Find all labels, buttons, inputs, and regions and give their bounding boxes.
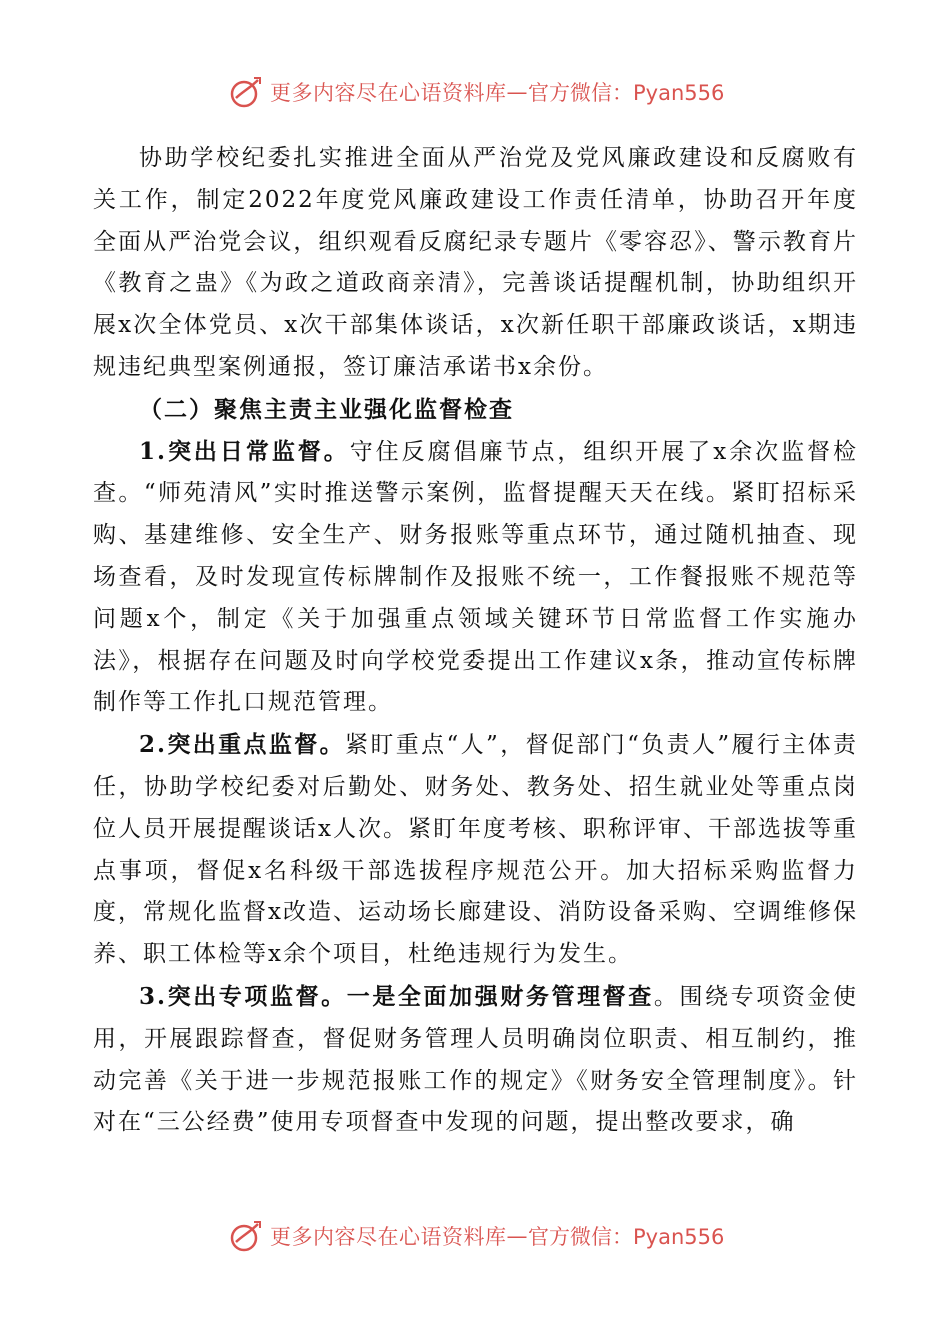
paragraph-text: 守住反腐倡廉节点，组织开展了x余次监督检查。“师苑清风”实时推送警示案例，监督提醒天天在线。紧盯招标采购、基建维修、安全生产、财务报账等重点环节，通过随机抽查、现场查看，及时发现宣传标牌制作及报账不统一，工作餐报账不规范等问题x个，制定《关于加强重点领域关键环节日常监督工作实施办法》，根据存在问题及时向学校党委提出工作建议x条，推动宣传标牌制作等工作扎口规范管理。 bbox=[93, 438, 858, 716]
paragraph bbox=[93, 976, 858, 1144]
document-body bbox=[93, 138, 858, 1144]
logo-icon bbox=[228, 1218, 264, 1254]
section-heading: （二）聚焦主责主业强化监督检查 bbox=[139, 395, 514, 423]
watermark-slogan: 更多内容尽在心语资料库 bbox=[270, 81, 507, 105]
watermark-wechat: 官方微信：Pyan556 bbox=[528, 1225, 725, 1249]
watermark-slogan: 更多内容尽在心语资料库 bbox=[270, 1225, 507, 1249]
watermark-separator: — bbox=[506, 1224, 528, 1248]
watermark-separator: — bbox=[506, 80, 528, 104]
paragraph-lead: 2.突出重点监督。 bbox=[139, 731, 346, 759]
paragraph-text: 。围绕专项资金使用，开展跟踪督查，督促财务管理人员明确岗位职责、相互制约，推动完善《关于进一步规范报账工作的规定》《财务安全管理制度》。针对在“三公经费”使用专项督查中发现的问题，提出整改要求，确 bbox=[93, 983, 859, 1136]
paragraph-text: 紧盯重点“人”，督促部门“负责人”履行主体责任，协助学校纪委对后勤处、财务处、教务处、招生就业处等重点岗位人员开展提醒谈话x人次。紧盯年度考核、职称评审、干部选拔等重点事项，督促x名科级干部选拔程序规范公开。加大招标采购监督力度，常规化监督x改造、运动场长廊建设、消防设备采购、空调维修保养、职工体检等x余个项目，杜绝违规行为发生。 bbox=[93, 732, 858, 968]
watermark-wechat: 官方微信：Pyan556 bbox=[528, 81, 725, 105]
paragraph bbox=[93, 724, 858, 976]
logo-icon bbox=[228, 74, 264, 110]
paragraph-lead: 1.突出日常监督。 bbox=[139, 437, 350, 465]
paragraph: 协助学校纪委扎实推进全面从严治党及党风廉政建设和反腐败有关工作，制定2022年度党风廉政建设工作责任清单，协助召开年度全面从严治党会议，组织观看反腐纪录专题片《零容忍》、警示教育片《教育之蛊》《为政之道政商亲清》，完善谈话提醒机制，协助组织开展x次全体党员、x次干部集体谈话，x次新任职干部廉政谈话，x期违规违纪典型案例通报，签订廉洁承诺书x余份。 bbox=[93, 145, 858, 380]
paragraph bbox=[93, 431, 858, 725]
paragraph-lead: 3.突出专项监督。一是全面加强财务管理督查 bbox=[139, 982, 654, 1010]
header-watermark bbox=[228, 72, 724, 112]
footer-watermark bbox=[228, 1216, 724, 1256]
